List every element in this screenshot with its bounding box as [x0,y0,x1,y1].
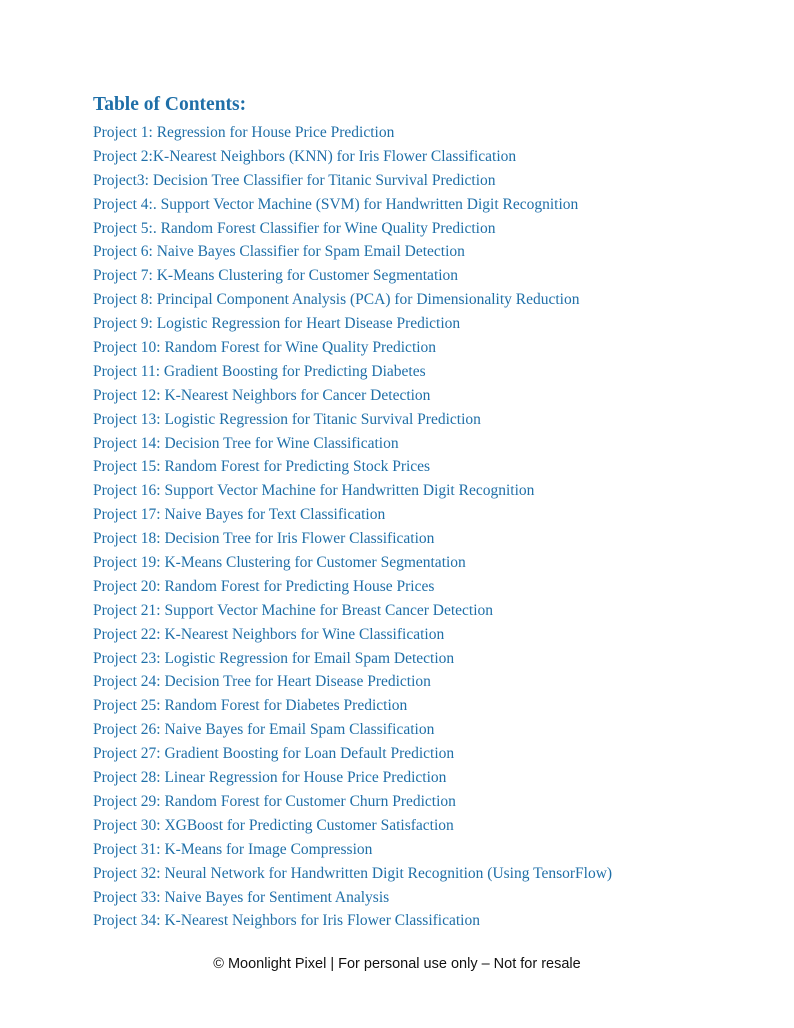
toc-link[interactable]: Project 10: Random Forest for Wine Quality Prediction [93,339,437,357]
toc-link[interactable]: Project 27: Gradient Boosting for Loan Default Prediction [93,745,455,763]
toc-link[interactable]: Project 28: Linear Regression for House Price Prediction [93,769,447,787]
toc-link[interactable]: Project 4:. Support Vector Machine (SVM) for Handwritten Digit Recognition [93,195,579,213]
toc-link[interactable]: Project3: Decision Tree Classifier for Titanic Survival Prediction [93,171,496,189]
toc-link[interactable]: Project 34: K-Nearest Neighbors for Iris Flower Classification [93,912,480,930]
toc-link[interactable]: Project 9: Logistic Regression for Heart Disease Prediction [93,315,461,333]
toc-link[interactable]: Project 25: Random Forest for Diabetes Prediction [93,697,408,715]
toc-link[interactable]: Project 13: Logistic Regression for Titanic Survival Prediction [93,410,481,428]
table-of-contents [93,92,753,933]
toc-link[interactable]: Project 1: Regression for House Price Prediction [93,124,395,141]
toc-link[interactable]: Project 6: Naive Bayes Classifier for Spam Email Detection [93,243,465,261]
toc-link[interactable]: Project 12: K-Nearest Neighbors for Cancer Detection [93,386,431,404]
toc-link[interactable]: Project 5:. Random Forest Classifier for Wine Quality Prediction [93,219,496,237]
copyright-footer: © Moonlight Pixel | For personal use only – Not for resale [213,956,581,972]
toc-link[interactable]: Project 32: Neural Network for Handwritten Digit Recognition (Using TensorFlow) [93,864,613,882]
toc-title: Table of Contents: [93,94,247,115]
toc-link[interactable]: Project 20: Random Forest for Predicting House Prices [93,577,435,595]
toc-link[interactable]: Project 14: Decision Tree for Wine Classification [93,434,399,452]
toc-link[interactable]: Project 8: Principal Component Analysis (PCA) for Dimensionality Reduction [93,291,580,309]
toc-link[interactable]: Project 33: Naive Bayes for Sentiment Analysis [93,888,390,906]
toc-link[interactable]: Project 18: Decision Tree for Iris Flower Classification [93,530,435,548]
toc-link[interactable]: Project 23: Logistic Regression for Email Spam Detection [93,649,455,667]
toc-link[interactable]: Project 17: Naive Bayes for Text Classification [93,506,386,524]
toc-link[interactable]: Project 31: K-Means for Image Compression [93,840,373,858]
toc-link[interactable]: Project 29: Random Forest for Customer Churn Prediction [93,792,456,810]
toc-link[interactable]: Project 2:K-Nearest Neighbors (KNN) for Iris Flower Classification [93,147,517,165]
toc-link[interactable]: Project 15: Random Forest for Predicting Stock Prices [93,458,431,476]
toc-link[interactable]: Project 16: Support Vector Machine for Handwritten Digit Recognition [93,482,535,500]
toc-link[interactable]: Project 24: Decision Tree for Heart Disease Prediction [93,673,431,691]
toc-link[interactable]: Project 19: K-Means Clustering for Customer Segmentation [93,554,466,572]
toc-list [93,121,753,933]
toc-link[interactable]: Project 11: Gradient Boosting for Predicting Diabetes [93,362,426,380]
toc-link[interactable]: Project 22: K-Nearest Neighbors for Wine Classification [93,625,445,643]
toc-link[interactable]: Project 26: Naive Bayes for Email Spam Classification [93,721,435,739]
toc-link[interactable]: Project 7: K-Means Clustering for Customer Segmentation [93,267,459,285]
toc-link[interactable]: Project 30: XGBoost for Predicting Customer Satisfaction [93,816,454,834]
toc-link[interactable]: Project 21: Support Vector Machine for Breast Cancer Detection [93,601,494,619]
